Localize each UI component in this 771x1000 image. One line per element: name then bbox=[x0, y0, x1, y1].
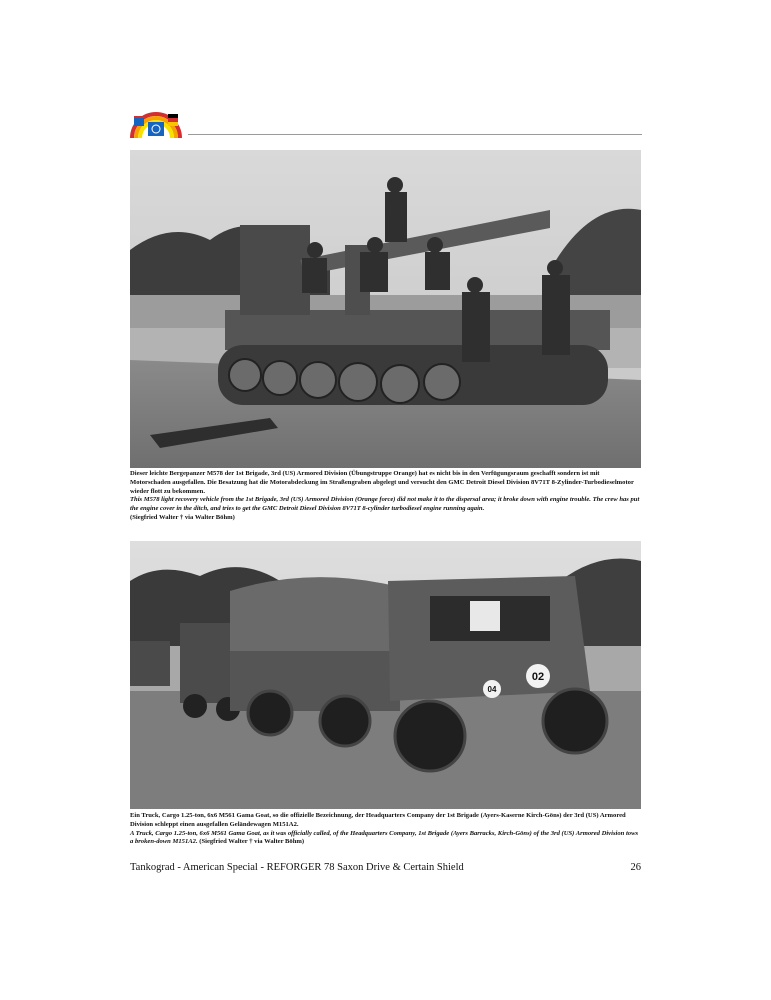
header-rule bbox=[188, 134, 642, 135]
nato-flag-rainbow-logo-icon bbox=[128, 100, 184, 140]
photo-credit: (Siegfried Walter † via Walter Böhm) bbox=[199, 838, 305, 846]
vehicle-number-04: 04 bbox=[487, 685, 497, 694]
caption-english: A Truck, Cargo 1.25-ton, 6x6 M561 Gama Goat, as it was officially called, of the Headquarters Company, 1st Brigade (Ayers Barracks, Kirch-Göns) of the 3rd (US) Armored Division tows a broken-down M151A2. (Siegfried Walter † via Walter Böhm) bbox=[130, 829, 639, 846]
book-title: Tankograd - American Special - REFORGER 78 Saxon Drive & Certain Shield bbox=[130, 862, 464, 873]
page-number: 26 bbox=[630, 862, 641, 873]
page-footer bbox=[130, 862, 641, 876]
photo-credit: (Siegfried Walter † via Walter Böhm) bbox=[130, 513, 235, 521]
photo2-caption bbox=[130, 812, 641, 847]
vehicle-number-02: 02 bbox=[531, 671, 545, 683]
caption-german: Dieser leichte Bergepanzer M578 der 1st Brigade, 3rd (US) Armored Division (Übungstruppe Orange) hat es nicht bis in den Verfügungsraum geschafft sondern ist mit Motorschaden ausgefallen. Die Besatzung hat die Motorabdeckung im Straßengraben abgelegt und versucht den GMC Detroit Diesel Division 8V71T 8-Zylinder-Turbodieselmotor wieder flott zu bekommen. bbox=[130, 470, 634, 495]
caption-english: This M578 light recovery vehicle from the 1st Brigade, 3rd (US) Armored Division (Orange force) did not make it to the dispersal area; it broke down with engine trouble. The crew has put the engine cover in the ditch, and tries to get the GMC Detroit Diesel Division 8V71T 8-cylinder turbodiesel engine running again. bbox=[130, 496, 640, 513]
caption-german: Ein Truck, Cargo 1.25-ton, 6x6 M561 Gama Goat, so die offizielle Bezeichnung, der Headquarters Company der 1st Brigade (Ayers-Kaserne Kirch-Göns) der 3rd (US) Armored Division schleppt einen ausgefallen Geländewagen M151A2. bbox=[130, 812, 626, 828]
page-header bbox=[128, 100, 642, 140]
photo1-caption bbox=[130, 470, 641, 523]
m578-recovery-vehicle-photo bbox=[130, 150, 641, 468]
m561-gama-goat-towing-m151a2-photo bbox=[130, 541, 641, 809]
